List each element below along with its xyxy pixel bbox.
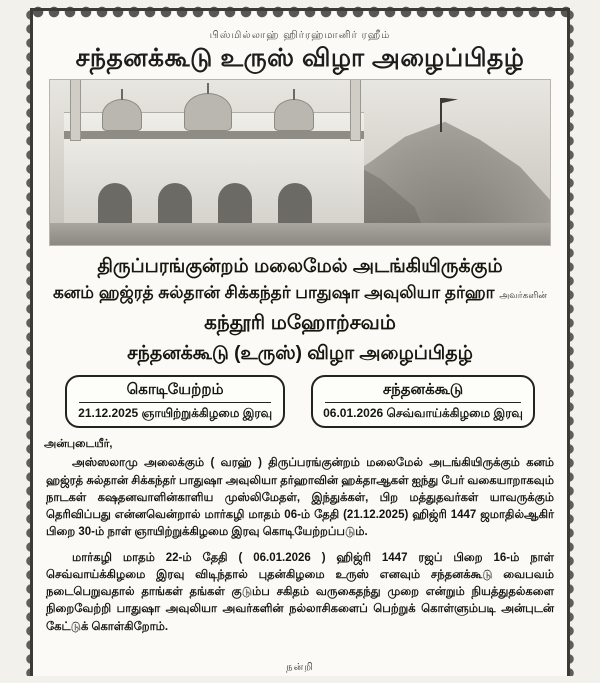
event-title: கொடியேற்றம் bbox=[126, 380, 224, 398]
dome-icon bbox=[184, 93, 232, 131]
page-title: சந்தனக்கூடு உருஸ் விழா அழைப்பிதழ் bbox=[75, 44, 525, 72]
event-box-flag-hoisting bbox=[65, 375, 285, 428]
event-date: 06.01.2026 செவ்வாய்க்கிழமை இரவு bbox=[323, 405, 523, 420]
dome-icon bbox=[102, 99, 142, 131]
headline-line-2 bbox=[42, 282, 558, 305]
salutation: அன்புடையீர், bbox=[44, 438, 113, 451]
headline-line-1: திருப்பரங்குன்றம் மலைமேல் அடங்கியிருக்கும் bbox=[97, 255, 503, 277]
headline-line-3: கந்தூரி மஹோற்சவம் bbox=[204, 312, 396, 335]
minaret-icon bbox=[350, 79, 361, 141]
bismillah-line: பிஸ்மில்லாஹ் ஹிர்ரஹ்மானிர் ரஹீம் bbox=[209, 30, 391, 41]
body-paragraph-2: மார்கழி மாதம் 22-ம் தேதி ( 06.01.2026 ) ஹிஜ்ரி 1447 ரஜப் பிறை 16-ம் நாள் செவ்வாய்க்கிழமை இரவு விடிந்தால் புதன்கிழமை உருஸ் எனவும் சந்தனக்கூடு வைபவம் நடைபெறுவதால் தாங்கள் தங்கள் குடும்ப சகிதம் வருகைதந்து முறை என்றும் நியத்துதல்களை நிறைவேற்றி பாதுஷா அவுலியா அவர்களின் நல்லாசிகளைப் பெற்றுக் கொள்ளும்படி அன்புடன் கேட்டுக் கொள்கிறோம். bbox=[46, 551, 554, 633]
headline-superscript: அவர்களின் bbox=[499, 290, 548, 301]
flag-icon bbox=[440, 98, 442, 132]
event-title: சந்தனக்கூடு bbox=[382, 380, 464, 398]
event-boxes bbox=[36, 375, 564, 428]
event-divider bbox=[325, 402, 521, 403]
footer-note: நன்றி bbox=[286, 662, 314, 673]
headline-line-2-text: கனம் ஹஜ்ரத் சுல்தான் சிக்கந்தர் பாதுஷா அவுலியா தர்ஹா bbox=[52, 283, 495, 303]
dargah-photo bbox=[49, 79, 551, 246]
event-date: 21.12.2025 ஞாயிற்றுக்கிழமை இரவு bbox=[78, 405, 273, 420]
body-paragraph-1: அஸ்ஸலாமு அலைக்கும் ( வரஹ் ) திருப்பரங்குன்றம் மலைமேல் அடங்கியிருக்கும் கனம் ஹஜ்ரத் சுல்தான் சிக்கந்தர் பாதுஷா அவுலியா தர்ஹாவின் ஹக்தாஆகள் ஐந்து பேர் வகையாறாகவும் நாடகள் கஷதனவாளின்காளிய முஸ்லிமேதள், இந்துக்கள், பிற மத்துதவர்கள் யாவருக்கும் தெரிவிப்பது என்னவென்றால் மார்கழி மாதம் 06-ம் தேதி (21.12.2025) ஹிஜ்ரி 1447 ஜமாதில்ஆகிர் பிறை 30-ம் நாள் ஞாயிற்றுக்கிழமை இரவு கொடியேற்றப்படும். bbox=[46, 457, 554, 539]
dome-icon bbox=[274, 99, 314, 131]
event-box-santhanakoodu bbox=[311, 375, 535, 428]
headline-line-4: சந்தனக்கூடு (உருஸ்) விழா அழைப்பிதழ் bbox=[127, 343, 473, 365]
photo-ground bbox=[50, 223, 550, 245]
event-divider bbox=[79, 402, 271, 403]
photo-roofline bbox=[64, 131, 364, 139]
flyer-content bbox=[36, 18, 564, 674]
minaret-icon bbox=[70, 79, 81, 141]
